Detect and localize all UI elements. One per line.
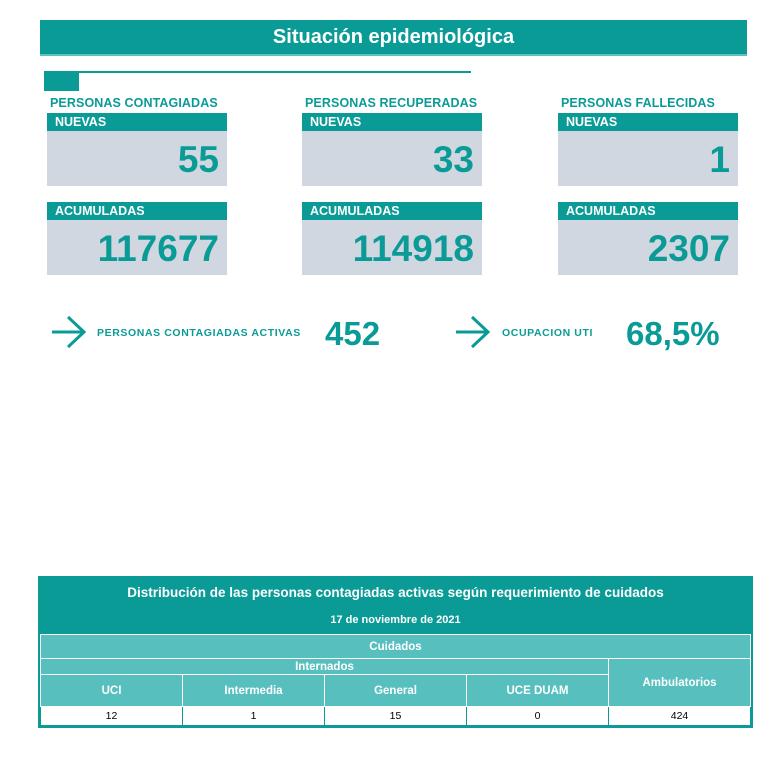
kpi-value-uti: 68,5% [626,315,720,352]
table-col-uce-duam: UCE DUAM [467,675,609,707]
table-col-intermedia: Intermedia [183,675,325,707]
box-header: NUEVAS [558,113,738,131]
kpi-value-activas: 452 [325,315,381,352]
box-value: 55 [47,131,227,186]
box-header: ACUMULADAS [558,202,738,220]
box-header: NUEVAS [47,113,227,131]
table-date: 17 de noviembre de 2021 [40,608,751,634]
kpi-label-activas: PERSONAS CONTAGIADAS ACTIVAS [97,327,301,339]
table-grid [40,634,751,726]
table-group-header: Cuidados [41,635,751,659]
box-recuperadas-nuevas [302,113,482,186]
table-subgroup-header: Internados [41,659,609,675]
category-label-recuperadas: PERSONAS RECUPERADAS [305,96,478,110]
table-cell-uce-duam: 0 [467,707,609,726]
table-col-ambulatorios: Ambulatorios [609,659,751,707]
arrow-right-icon [50,314,88,350]
accent-block [44,71,79,91]
arrow-right-icon [454,314,492,350]
table-cell-uci: 12 [41,707,183,726]
table-title: Distribución de las personas contagiadas activas según requerimiento de cuidados [40,578,751,608]
box-recuperadas-acumuladas [302,202,482,275]
box-value: 117677 [47,220,227,275]
box-header: ACUMULADAS [47,202,227,220]
category-label-contagiadas: PERSONAS CONTAGIADAS [50,96,218,110]
table-col-general: General [325,675,467,707]
page-title: Situación epidemiológica [40,20,747,56]
box-fallecidas-acumuladas [558,202,738,275]
care-distribution-table [38,576,753,728]
box-value: 33 [302,131,482,186]
accent-line [79,71,471,73]
box-value: 1 [558,131,738,186]
box-value: 2307 [558,220,738,275]
table-cell-general: 15 [325,707,467,726]
box-header: ACUMULADAS [302,202,482,220]
table-cell-ambulatorios: 424 [609,707,751,726]
table-col-uci: UCI [41,675,183,707]
box-contagiadas-acumuladas [47,202,227,275]
category-label-fallecidas: PERSONAS FALLECIDAS [561,96,715,110]
box-value: 114918 [302,220,482,275]
box-header: NUEVAS [302,113,482,131]
kpi-label-uti: OCUPACION UTI [502,327,594,339]
table-cell-intermedia: 1 [183,707,325,726]
box-fallecidas-nuevas [558,113,738,186]
box-contagiadas-nuevas [47,113,227,186]
